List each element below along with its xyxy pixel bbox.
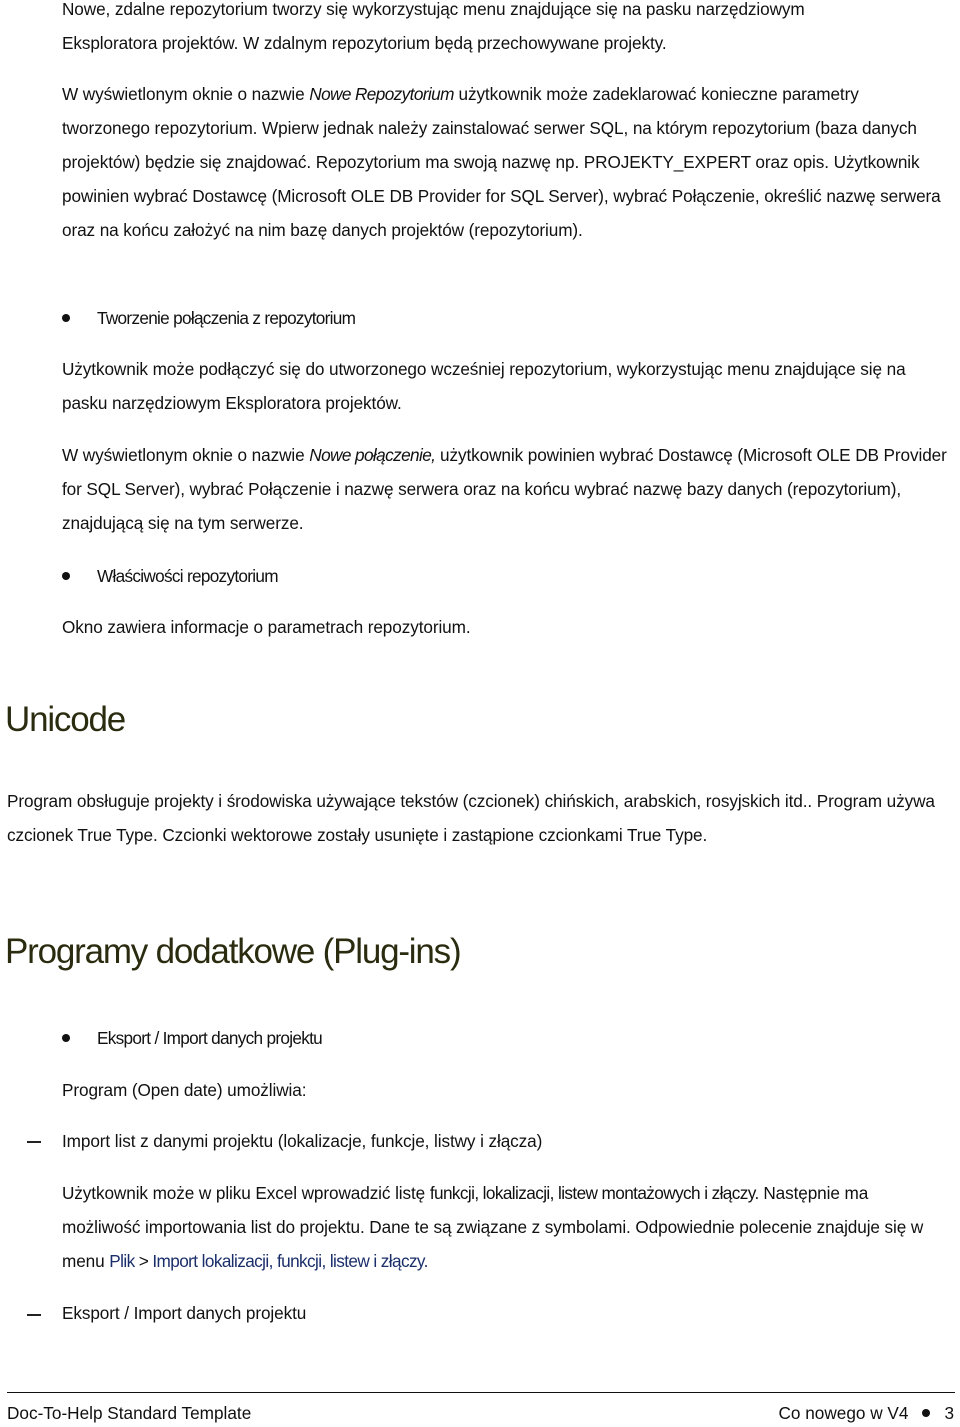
text-segment: Użytkownik może podłączyć się do utworzonego wcześniej repozytorium, wykorzystując menu znajdujące się na pasku narzędziowym Eksploratora projektów. [62,359,906,413]
text-segment: Program (Open date) umożliwia: [62,1080,307,1100]
footer-template-name: Doc-To-Help Standard Template [7,1403,252,1423]
intro-line-2: Eksploratora projektów. W zdalnym repozytorium będą przechowywane projekty. [62,33,667,53]
text-segment: Okno zawiera informacje o parametrach repozytorium. [62,617,471,637]
dash-bullet-icon [27,1141,41,1143]
bullet-icon [62,572,70,580]
menu-separator: > [134,1251,153,1271]
text-segment: W wyświetlonym oknie o nazwie [62,84,310,104]
footer-section-title: Co nowego w V4 [778,1403,909,1423]
footer-divider [7,1392,955,1393]
text-segment: użytkownik powinien wybrać Dostawcę (Microsoft OLE DB Provider for SQL Server), wybrać Połączenie i nazwę serwera oraz na końcu wybrać nazwę bazy danych (repozytorium), znajdującą się na tym serwerze. [62,445,947,533]
text-segment: Eksport / Import danych projektu [62,1303,307,1323]
text-segment: Użytkownik może w pliku Excel wprowadzić listę [62,1183,430,1203]
menu-import-link[interactable]: Import lokalizacji, funkcji, listew i złączy. [152,1251,428,1271]
intro-paragraph [62,0,947,60]
excel-list-types: funkcji, lokalizacji, listew montażowych i złączy. [429,1183,759,1203]
dash-item-import-lists [62,1124,947,1158]
intro-line-1: Nowe, zdalne repozytorium tworzy się wykorzystując menu znajdujące się na pasku narzędziowym [62,0,805,19]
bullet-icon [62,314,70,322]
new-connection-paragraph [62,438,947,540]
text-segment: W wyświetlonym oknie o nazwie [62,445,310,465]
window-info-paragraph [62,610,947,644]
window-name-new-connection: Nowe połączenie, [309,445,436,465]
excel-paragraph [62,1176,947,1278]
bullet-create-connection: Tworzenie połączenia z repozytorium [97,308,356,328]
new-repository-paragraph [62,77,947,247]
window-name-new-repository: Nowe Repozytorium [309,84,454,104]
text-segment: użytkownik może zadeklarować konieczne parametry tworzonego repozytorium. Wpierw jednak należy zainstalować serwer SQL, na którym repozytorium (baza danych projektów) będzie się znajdować. Repozytorium ma swoją nazwę np. PROJEKTY_EXPERT oraz opis. Użytkownik powinien wybrać Dostawcę (Microsoft OLE DB Provider for SQL Server), wybrać Połączenie, określić nazwę serwera oraz na końcu założyć na nim bazę danych projektów (repozytorium). [62,84,941,240]
program-enables-paragraph [62,1073,947,1107]
menu-file-link[interactable]: Plik [109,1251,135,1271]
bullet-export-import: Eksport / Import danych projektu [97,1028,323,1048]
page-number: 3 [944,1403,954,1423]
text-segment: Import list z danymi projektu (lokalizacje, funkcje, listwy i złącza) [62,1131,543,1151]
heading-plugins: Programy dodatkowe (Plug-ins) [5,932,461,971]
heading-unicode: Unicode [5,700,126,739]
dash-item-export-import [62,1296,947,1330]
footer-bullet-icon [922,1409,930,1417]
text-segment: Następnie ma możliwość importowania list do projektu. Dane te są związane z symbolami. Odpowiednie polecenie znajduje się w menu [62,1183,924,1271]
unicode-paragraph [7,784,947,852]
text-segment: Program obsługuje projekty i środowiska używające tekstów (czcionek) chińskich, arabskich, rosyjskich itd.. Program używa czcionek True Type. Czcionki wektorowe zostały usunięte i zastąpione czcionkami True Type. [7,791,935,845]
bullet-icon [62,1034,70,1042]
dash-bullet-icon [27,1314,41,1316]
bullet-repository-properties: Właściwości repozytorium [97,566,278,586]
footer-right [778,1401,954,1425]
connect-paragraph [62,352,947,420]
